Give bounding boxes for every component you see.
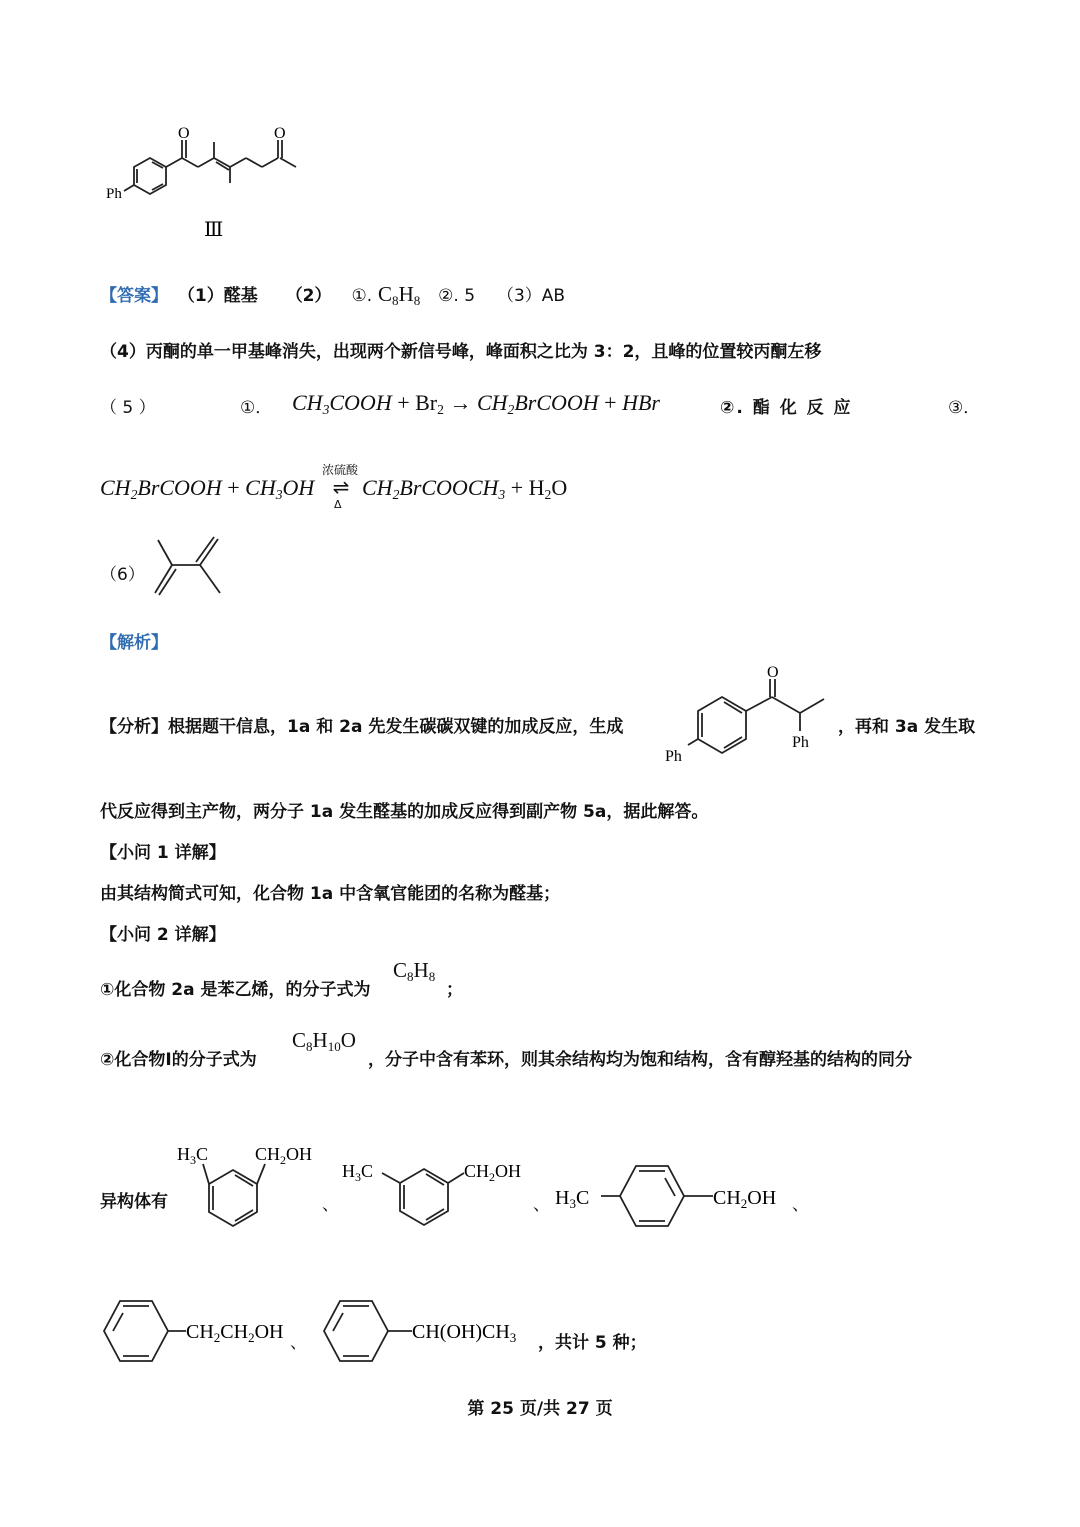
answer-q4: （4）丙酮的单一甲基峰消失，出现两个新信号峰，峰面积之比为 3：2，且峰的位置较丙酮左移 (100, 342, 822, 362)
reaction-condition-top: 浓硫酸 (321, 463, 358, 477)
analysis-p2: 代反应得到主产物，两分子 1a 发生醛基的加成反应得到副产物 5a，据此解答。 (100, 802, 709, 822)
answer-q5-1-equation: $CH_3COOH + Br_2$ → $CH_2BrCOOH$ + HBr (292, 390, 660, 418)
isomer-para-methylbenzyl-alcohol (553, 1160, 813, 1232)
analysis-p1-b: ，再和 3a 发生取 (838, 717, 976, 737)
isomer5-substituent-label: $CH(OH)CH_3$ (412, 1321, 517, 1345)
isomer-phenylethanol (100, 1298, 300, 1364)
compound-iii-o2-label: O (274, 125, 286, 142)
compound-iii-o1-label: O (178, 125, 190, 142)
isomers-prefix: 异构体有 (100, 1192, 168, 1212)
intermediate-ph1-label: Ph (665, 748, 682, 765)
isomer-separator-1: 、 (322, 1195, 339, 1215)
page-footer: 第 25 页/共 27 页 (467, 1399, 613, 1419)
answer-q5-3-mark: ③． (948, 398, 981, 418)
sub2-2-formula: $C_8H_{10}O$ (292, 1028, 356, 1054)
sub1-text: 由其结构简式可知，化合物 1a 中含氧官能团的名称为醛基； (100, 884, 561, 904)
isomer-separator-4: 、 (290, 1333, 307, 1353)
answer-q2-1-mark: ①. (351, 286, 373, 306)
sub2-1-formula: $C_8H_8$ (393, 958, 436, 984)
isomer2-ch3-label: $H_3C$ (342, 1161, 374, 1184)
isomer3-ch2oh-label: $CH_2OH$ (713, 1187, 777, 1211)
isomer1-ch2oh-label: $CH_2OH$ (255, 1144, 313, 1167)
answer-q5-1-mark: ①． (240, 398, 273, 418)
answer-q6-label: （6） (100, 565, 145, 585)
answer-q5-label: （ 5 ） (100, 398, 156, 418)
isomer-1-phenylethanol (318, 1298, 543, 1364)
isomer-meta-methylbenzyl-alcohol (340, 1155, 540, 1235)
compound-iii-ph-label: Ph (106, 186, 122, 202)
compound-iii-structure (100, 120, 330, 250)
isomers-suffix: ，共计 5 种； (538, 1333, 647, 1353)
answer-q2-1-formula: $C_8H_8$ (378, 282, 421, 308)
answer-q6-structure (148, 535, 228, 597)
isomer2-ch2oh-label: $CH_2OH$ (464, 1161, 522, 1184)
sub2-1-text-b: ； (446, 980, 463, 1000)
isomer-separator-3: 、 (792, 1195, 809, 1215)
answer-q5-2: ②. 酯 化 反 应 (720, 398, 853, 418)
answer-tag: 【答案】 (100, 286, 168, 306)
answer-line-1 (100, 281, 565, 309)
sub2-2-text-b: ，分子中含有苯环，则其余结构均为饱和结构，含有醇羟基的结构的同分 (368, 1050, 912, 1070)
compound-iii-numeral: Ⅲ (204, 219, 224, 241)
equilibrium-arrow-icon: ⇌ (332, 475, 350, 499)
answer-q5-3-product: $CH_2BrCOOCH_3 + H_2O$ (362, 475, 568, 503)
analysis-tag: 【解析】 (100, 633, 168, 653)
answer-q2: （2） (285, 286, 332, 306)
sub2-heading: 【小问 2 详解】 (100, 925, 226, 945)
sub2-1-text-a: ①化合物 2a 是苯乙烯，的分子式为 (100, 980, 371, 1000)
isomer-ortho-methylbenzyl-alcohol (175, 1140, 325, 1230)
answer-q3: （3）AB (496, 286, 566, 306)
intermediate-o-label: O (767, 664, 779, 681)
isomer-separator-2: 、 (533, 1195, 550, 1215)
intermediate-ph2-label: Ph (792, 734, 809, 751)
answer-q2-2: ②. 5 (438, 286, 476, 306)
isomer4-substituent-label: $CH_2CH_2OH$ (186, 1321, 284, 1345)
isomer3-ch3-label: $H_3C$ (555, 1187, 590, 1211)
answer-q1: （1）醛基 (177, 286, 258, 306)
analysis-p1-a: 【分析】根据题干信息，1a 和 2a 先发生碳碳双键的加成反应，生成 (100, 717, 624, 737)
sub1-heading: 【小问 1 详解】 (100, 843, 226, 863)
sub2-2-text-a: ②化合物Ⅰ的分子式为 (100, 1050, 257, 1070)
reaction-condition-bottom: Δ (334, 498, 342, 511)
answer-q5-3-equation: $CH_2BrCOOH + CH_3OH$ (100, 475, 315, 503)
intermediate-structure (660, 663, 835, 768)
isomer1-ch3-label: $H_3C$ (177, 1144, 209, 1167)
